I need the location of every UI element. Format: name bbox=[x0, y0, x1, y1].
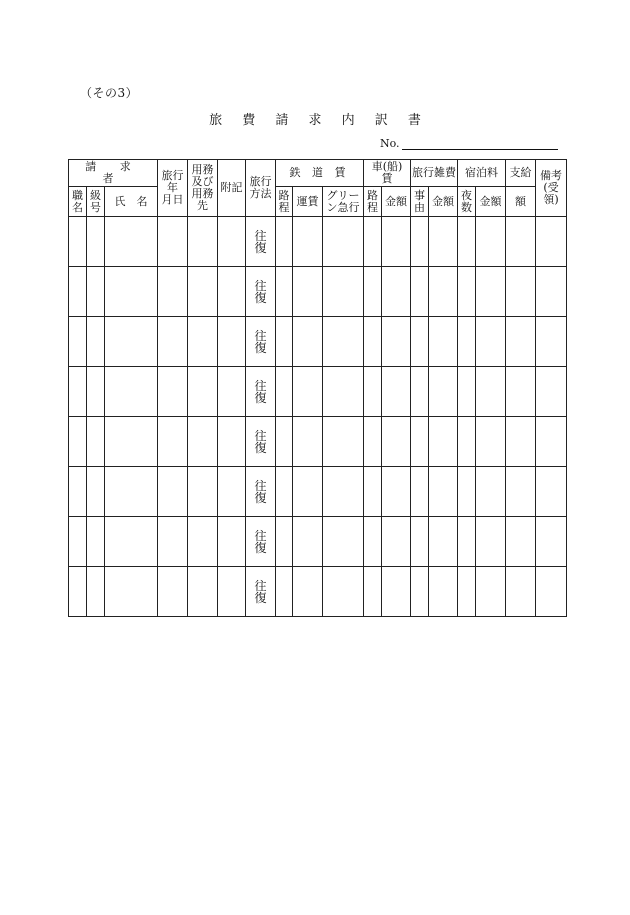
cell-grade[interactable] bbox=[87, 467, 105, 517]
header-misc-amount: 金額 bbox=[429, 187, 458, 217]
cell-note[interactable] bbox=[218, 567, 246, 617]
cell-name[interactable] bbox=[105, 217, 158, 267]
cell-rail-route[interactable] bbox=[276, 367, 293, 417]
header-car-amount: 金額 bbox=[382, 187, 411, 217]
number-label: No. bbox=[380, 137, 400, 150]
number-input-line[interactable] bbox=[402, 137, 558, 150]
cell-car-route[interactable] bbox=[364, 317, 382, 367]
cell-note[interactable] bbox=[218, 217, 246, 267]
header-car-route: 路 程 bbox=[364, 187, 382, 217]
cell-name[interactable] bbox=[105, 317, 158, 367]
cell-nights[interactable] bbox=[458, 217, 476, 267]
cell-remarks[interactable] bbox=[536, 567, 567, 617]
cell-rail-fare[interactable] bbox=[293, 317, 323, 367]
cell-misc-amount[interactable] bbox=[429, 517, 458, 567]
expense-breakdown-table bbox=[68, 159, 567, 617]
cell-green-express[interactable] bbox=[323, 467, 364, 517]
cell-nights[interactable] bbox=[458, 567, 476, 617]
header-rail-route: 路 程 bbox=[276, 187, 293, 217]
cell-position[interactable] bbox=[69, 567, 87, 617]
cell-payment-amount[interactable] bbox=[506, 367, 536, 417]
cell-lodging-amount[interactable] bbox=[476, 567, 506, 617]
cell-remarks[interactable] bbox=[536, 267, 567, 317]
cell-green-express[interactable] bbox=[323, 267, 364, 317]
cell-business[interactable] bbox=[188, 267, 218, 317]
cell-car-amount[interactable] bbox=[382, 517, 411, 567]
cell-position[interactable] bbox=[69, 267, 87, 317]
cell-name[interactable] bbox=[105, 367, 158, 417]
cell-travel-method: 往 復 bbox=[246, 367, 276, 417]
cell-car-route[interactable] bbox=[364, 517, 382, 567]
header-travel-date: 旅行 年 月日 bbox=[158, 160, 188, 217]
cell-nights[interactable] bbox=[458, 417, 476, 467]
table-row bbox=[69, 267, 567, 317]
cell-position[interactable] bbox=[69, 367, 87, 417]
cell-misc-reason[interactable] bbox=[411, 517, 429, 567]
cell-remarks[interactable] bbox=[536, 217, 567, 267]
cell-name[interactable] bbox=[105, 567, 158, 617]
cell-payment-amount[interactable] bbox=[506, 567, 536, 617]
cell-misc-amount[interactable] bbox=[429, 467, 458, 517]
cell-travel-date[interactable] bbox=[158, 367, 188, 417]
cell-nights[interactable] bbox=[458, 367, 476, 417]
cell-note[interactable] bbox=[218, 367, 246, 417]
cell-grade[interactable] bbox=[87, 417, 105, 467]
cell-remarks[interactable] bbox=[536, 467, 567, 517]
cell-grade[interactable] bbox=[87, 317, 105, 367]
cell-nights[interactable] bbox=[458, 267, 476, 317]
header-travel-method: 旅行 方法 bbox=[246, 160, 276, 217]
cell-grade[interactable] bbox=[87, 217, 105, 267]
cell-travel-date[interactable] bbox=[158, 517, 188, 567]
cell-grade[interactable] bbox=[87, 267, 105, 317]
header-note: 附記 bbox=[218, 160, 246, 217]
cell-misc-reason[interactable] bbox=[411, 217, 429, 267]
cell-misc-reason[interactable] bbox=[411, 317, 429, 367]
cell-travel-method: 往 復 bbox=[246, 417, 276, 467]
header-claimant: 請 求 者 bbox=[69, 160, 158, 187]
cell-position[interactable] bbox=[69, 217, 87, 267]
cell-note[interactable] bbox=[218, 467, 246, 517]
cell-rail-fare[interactable] bbox=[293, 417, 323, 467]
section-label: （その3） bbox=[80, 86, 139, 100]
table-row bbox=[69, 517, 567, 567]
header-name: 氏 名 bbox=[105, 187, 158, 217]
cell-remarks[interactable] bbox=[536, 417, 567, 467]
cell-misc-amount[interactable] bbox=[429, 267, 458, 317]
cell-travel-date[interactable] bbox=[158, 417, 188, 467]
header-payment-amount: 額 bbox=[506, 187, 536, 217]
cell-car-route[interactable] bbox=[364, 417, 382, 467]
header-car-boat: 車(船) 賃 bbox=[364, 160, 411, 187]
header-misc-expense: 旅行雑費 bbox=[411, 160, 458, 187]
table-body bbox=[69, 217, 567, 617]
cell-car-route[interactable] bbox=[364, 567, 382, 617]
cell-green-express[interactable] bbox=[323, 217, 364, 267]
cell-travel-method: 往 復 bbox=[246, 317, 276, 367]
cell-grade[interactable] bbox=[87, 567, 105, 617]
cell-lodging-amount[interactable] bbox=[476, 517, 506, 567]
cell-rail-route[interactable] bbox=[276, 467, 293, 517]
header-remarks: 備考 (受 領) bbox=[536, 160, 567, 217]
header-green-express: グリー ン急行 bbox=[323, 187, 364, 217]
cell-position[interactable] bbox=[69, 417, 87, 467]
cell-payment-amount[interactable] bbox=[506, 417, 536, 467]
cell-car-amount[interactable] bbox=[382, 567, 411, 617]
cell-business[interactable] bbox=[188, 217, 218, 267]
cell-payment-amount[interactable] bbox=[506, 467, 536, 517]
cell-rail-fare[interactable] bbox=[293, 517, 323, 567]
cell-note[interactable] bbox=[218, 517, 246, 567]
cell-nights[interactable] bbox=[458, 317, 476, 367]
cell-travel-method: 往 復 bbox=[246, 567, 276, 617]
cell-note[interactable] bbox=[218, 417, 246, 467]
header-position: 職 名 bbox=[69, 187, 87, 217]
cell-position[interactable] bbox=[69, 317, 87, 367]
table-row bbox=[69, 317, 567, 367]
cell-lodging-amount[interactable] bbox=[476, 217, 506, 267]
cell-business[interactable] bbox=[188, 517, 218, 567]
cell-misc-reason[interactable] bbox=[411, 467, 429, 517]
table-row bbox=[69, 367, 567, 417]
cell-car-amount[interactable] bbox=[382, 467, 411, 517]
cell-rail-fare[interactable] bbox=[293, 567, 323, 617]
cell-travel-method: 往 復 bbox=[246, 467, 276, 517]
cell-rail-fare[interactable] bbox=[293, 267, 323, 317]
table-row bbox=[69, 417, 567, 467]
form-title: 旅 費 請 求 内 訳 書 bbox=[209, 113, 429, 128]
cell-misc-reason[interactable] bbox=[411, 417, 429, 467]
cell-car-route[interactable] bbox=[364, 467, 382, 517]
cell-misc-amount[interactable] bbox=[429, 367, 458, 417]
cell-name[interactable] bbox=[105, 417, 158, 467]
cell-travel-method: 往 復 bbox=[246, 217, 276, 267]
cell-grade[interactable] bbox=[87, 517, 105, 567]
cell-car-amount[interactable] bbox=[382, 417, 411, 467]
cell-green-express[interactable] bbox=[323, 317, 364, 367]
cell-payment-amount[interactable] bbox=[506, 517, 536, 567]
table-row bbox=[69, 217, 567, 267]
cell-note[interactable] bbox=[218, 267, 246, 317]
cell-misc-amount[interactable] bbox=[429, 217, 458, 267]
header-lodging: 宿泊料 bbox=[458, 160, 506, 187]
table-row bbox=[69, 467, 567, 517]
header-business: 用務 及び 用務 先 bbox=[188, 160, 218, 217]
number-field bbox=[380, 137, 558, 150]
cell-rail-route[interactable] bbox=[276, 267, 293, 317]
header-lodging-amount: 金額 bbox=[476, 187, 506, 217]
cell-car-amount[interactable] bbox=[382, 367, 411, 417]
cell-travel-date[interactable] bbox=[158, 317, 188, 367]
cell-remarks[interactable] bbox=[536, 317, 567, 367]
cell-travel-method: 往 復 bbox=[246, 267, 276, 317]
cell-car-amount[interactable] bbox=[382, 217, 411, 267]
header-rail-fare: 運賃 bbox=[293, 187, 323, 217]
cell-nights[interactable] bbox=[458, 467, 476, 517]
cell-misc-reason[interactable] bbox=[411, 367, 429, 417]
cell-remarks[interactable] bbox=[536, 517, 567, 567]
cell-position[interactable] bbox=[69, 467, 87, 517]
cell-green-express[interactable] bbox=[323, 367, 364, 417]
cell-car-route[interactable] bbox=[364, 367, 382, 417]
cell-car-route[interactable] bbox=[364, 217, 382, 267]
cell-lodging-amount[interactable] bbox=[476, 317, 506, 367]
cell-lodging-amount[interactable] bbox=[476, 467, 506, 517]
cell-misc-amount[interactable] bbox=[429, 567, 458, 617]
cell-misc-reason[interactable] bbox=[411, 567, 429, 617]
cell-name[interactable] bbox=[105, 467, 158, 517]
cell-rail-route[interactable] bbox=[276, 217, 293, 267]
cell-payment-amount[interactable] bbox=[506, 317, 536, 367]
cell-rail-fare[interactable] bbox=[293, 467, 323, 517]
cell-misc-amount[interactable] bbox=[429, 417, 458, 467]
cell-name[interactable] bbox=[105, 517, 158, 567]
cell-nights[interactable] bbox=[458, 517, 476, 567]
header-payment: 支給 bbox=[506, 160, 536, 187]
cell-grade[interactable] bbox=[87, 367, 105, 417]
header-grade: 級 号 bbox=[87, 187, 105, 217]
cell-rail-route[interactable] bbox=[276, 567, 293, 617]
cell-note[interactable] bbox=[218, 317, 246, 367]
cell-travel-method: 往 復 bbox=[246, 517, 276, 567]
header-railway: 鉄 道 賃 bbox=[276, 160, 364, 187]
cell-travel-date[interactable] bbox=[158, 217, 188, 267]
cell-travel-date[interactable] bbox=[158, 567, 188, 617]
cell-remarks[interactable] bbox=[536, 367, 567, 417]
cell-green-express[interactable] bbox=[323, 417, 364, 467]
cell-business[interactable] bbox=[188, 567, 218, 617]
cell-business[interactable] bbox=[188, 317, 218, 367]
cell-misc-amount[interactable] bbox=[429, 317, 458, 367]
cell-green-express[interactable] bbox=[323, 517, 364, 567]
cell-green-express[interactable] bbox=[323, 567, 364, 617]
cell-name[interactable] bbox=[105, 267, 158, 317]
header-misc-reason: 事 由 bbox=[411, 187, 429, 217]
cell-car-route[interactable] bbox=[364, 267, 382, 317]
cell-position[interactable] bbox=[69, 517, 87, 567]
cell-payment-amount[interactable] bbox=[506, 267, 536, 317]
cell-rail-fare[interactable] bbox=[293, 217, 323, 267]
header-nights: 夜 数 bbox=[458, 187, 476, 217]
cell-misc-reason[interactable] bbox=[411, 267, 429, 317]
cell-rail-fare[interactable] bbox=[293, 367, 323, 417]
cell-travel-date[interactable] bbox=[158, 467, 188, 517]
table-row bbox=[69, 567, 567, 617]
cell-business[interactable] bbox=[188, 467, 218, 517]
cell-payment-amount[interactable] bbox=[506, 217, 536, 267]
cell-rail-route[interactable] bbox=[276, 417, 293, 467]
cell-lodging-amount[interactable] bbox=[476, 267, 506, 317]
cell-business[interactable] bbox=[188, 417, 218, 467]
cell-car-amount[interactable] bbox=[382, 267, 411, 317]
cell-rail-route[interactable] bbox=[276, 517, 293, 567]
cell-car-amount[interactable] bbox=[382, 317, 411, 367]
cell-lodging-amount[interactable] bbox=[476, 367, 506, 417]
cell-business[interactable] bbox=[188, 367, 218, 417]
cell-lodging-amount[interactable] bbox=[476, 417, 506, 467]
cell-travel-date[interactable] bbox=[158, 267, 188, 317]
cell-rail-route[interactable] bbox=[276, 317, 293, 367]
